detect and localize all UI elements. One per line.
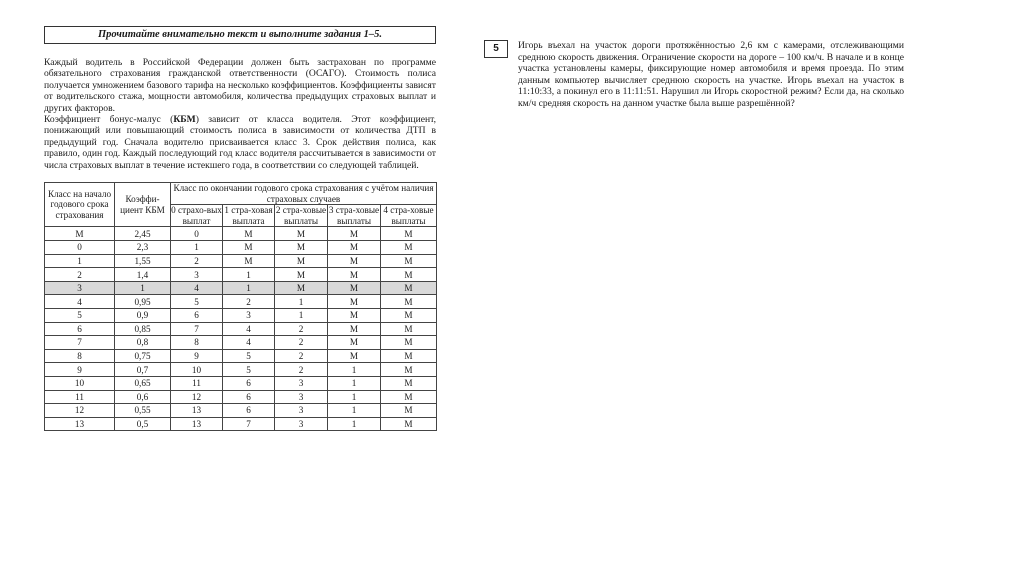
table-cell: М	[381, 254, 437, 268]
table-cell: 1	[45, 254, 115, 268]
table-cell: 0,9	[115, 309, 171, 323]
task-block	[484, 40, 904, 110]
table-cell: М	[45, 227, 115, 241]
table-cell: 0,85	[115, 322, 171, 336]
kbm-table-body	[45, 227, 437, 431]
table-cell: 1	[223, 268, 275, 282]
table-cell: 0,65	[115, 376, 171, 390]
table-cell: 9	[45, 363, 115, 377]
table-cell: М	[381, 404, 437, 418]
table-cell: 9	[171, 349, 223, 363]
table-cell: М	[328, 309, 381, 323]
table-cell: 4	[45, 295, 115, 309]
table-cell: М	[275, 241, 328, 255]
table-cell: 2	[275, 322, 328, 336]
table-cell: 3	[275, 376, 328, 390]
kbm-paragraph-end: ) зависит от класса водителя. Этот коэффициент, понижающий или повышающий стоимость полиса в зависимости от количества ДТП в предыдущий год. Сначала водителю присваивается класс 3. Срок действия полиса, как правило, один год. Каждый последующий год класс водителя рассчитывается в зависимости от числа страховых выплат в течение истекшего года, в соответствии со следующей таблицей.	[44, 114, 436, 171]
table-cell: 3	[275, 390, 328, 404]
table-row	[45, 227, 437, 241]
table-cell: 2,45	[115, 227, 171, 241]
table-cell: М	[328, 254, 381, 268]
table-cell: М	[275, 268, 328, 282]
table-row	[45, 349, 437, 363]
table-cell: 6	[223, 404, 275, 418]
table-cell: 1	[328, 417, 381, 431]
table-cell: 4	[171, 281, 223, 295]
table-cell: 2,3	[115, 241, 171, 255]
task-number-box: 5	[484, 40, 508, 58]
table-cell: М	[381, 349, 437, 363]
col-header-coefficient: Коэффи-циент КБМ	[115, 183, 171, 227]
table-cell: 12	[171, 390, 223, 404]
task-text: Игорь въехал на участок дороги протяжённостью 2,6 км с камерами, отслеживающими среднюю скорость движения. Ограничение скорости на дороге – 100 км/ч. В начале и в конце участка установлены камеры, фиксирующие номер автомобиля и время проезда. По этим данным компьютер вычисляет среднюю скорость на участке. Игорь въехал на участок в 11:10:33, а покинул его в 11:11:51. Нарушил ли Игорь скоростной режим? Если да, на сколько км/ч средняя скорость на данном участке была выше разрешённой?	[518, 40, 904, 109]
sub-header: 3 стра-ховые выплаты	[328, 205, 380, 226]
table-cell: 2	[223, 295, 275, 309]
table-cell: 0,95	[115, 295, 171, 309]
table-cell: 6	[223, 390, 275, 404]
table-cell: 0	[171, 227, 223, 241]
table-cell: 0,75	[115, 349, 171, 363]
table-cell: 2	[171, 254, 223, 268]
table-row	[45, 309, 437, 323]
table-cell: 8	[171, 336, 223, 350]
table-cell: 1	[328, 363, 381, 377]
table-cell: 7	[223, 417, 275, 431]
table-cell: 2	[275, 363, 328, 377]
table-cell: М	[381, 281, 437, 295]
table-cell: 5	[223, 349, 275, 363]
table-cell: М	[381, 241, 437, 255]
table-cell: М	[381, 336, 437, 350]
table-row	[45, 390, 437, 404]
table-cell: М	[223, 241, 275, 255]
table-cell: М	[223, 227, 275, 241]
table-cell: М	[381, 268, 437, 282]
kbm-paragraph-start: Коэффициент бонус-малус (	[44, 114, 174, 126]
table-cell: 1	[275, 309, 328, 323]
instruction-heading: Прочитайте внимательно текст и выполните задания 1–5.	[44, 26, 436, 44]
table-cell: 4	[223, 336, 275, 350]
table-cell: 4	[223, 322, 275, 336]
sub-header: 4 стра-ховые выплаты	[381, 205, 437, 227]
table-cell: М	[381, 376, 437, 390]
table-row	[45, 295, 437, 309]
table-cell: 6	[223, 376, 275, 390]
table-cell: 3	[171, 268, 223, 282]
table-cell: 0	[45, 241, 115, 255]
kbm-table	[44, 182, 437, 431]
table-cell: 10	[171, 363, 223, 377]
table-cell: 1,4	[115, 268, 171, 282]
table-cell: 13	[171, 417, 223, 431]
table-cell: 3	[223, 309, 275, 323]
table-row	[45, 241, 437, 255]
table-cell: 13	[171, 404, 223, 418]
table-cell: 2	[275, 336, 328, 350]
intro-paragraph: Каждый водитель в Российской Федерации должен быть застрахован по программе обязательного страхования гражданской ответственности (ОСАГО). Стоимость полиса получается умножением базового тарифа на несколько коэффициентов. Коэффициенты зависят от водительского стажа, мощности автомобиля, количества предыдущих страховых выплат и других факторов.	[44, 57, 436, 114]
col-header-class-start: Класс на начало годового срока страхования	[45, 183, 115, 227]
table-cell: М	[328, 227, 381, 241]
table-cell: 6	[45, 322, 115, 336]
table-cell: М	[275, 281, 328, 295]
table-cell: 11	[171, 376, 223, 390]
table-cell: 1	[223, 281, 275, 295]
table-cell: 1	[328, 390, 381, 404]
table-cell: 1	[328, 376, 381, 390]
table-row	[45, 336, 437, 350]
table-row	[45, 404, 437, 418]
table-cell: 0,8	[115, 336, 171, 350]
sub-header: 1 стра-ховая выплата	[224, 205, 273, 226]
table-row	[45, 417, 437, 431]
table-cell: 0,6	[115, 390, 171, 404]
table-cell: М	[328, 295, 381, 309]
table-cell: 7	[45, 336, 115, 350]
kbm-term: КБМ	[173, 114, 196, 126]
table-cell: М	[328, 349, 381, 363]
table-cell: 10	[45, 376, 115, 390]
table-cell: 1	[171, 241, 223, 255]
table-cell: 7	[171, 322, 223, 336]
table-cell: 12	[45, 404, 115, 418]
table-row	[45, 268, 437, 282]
table-cell: 1	[328, 404, 381, 418]
table-cell: 5	[45, 309, 115, 323]
table-row	[45, 322, 437, 336]
table-cell: 5	[223, 363, 275, 377]
table-cell: 2	[275, 349, 328, 363]
text-column	[44, 26, 436, 431]
table-cell: 0,55	[115, 404, 171, 418]
table-cell: 13	[45, 417, 115, 431]
table-cell: 1	[275, 295, 328, 309]
table-cell: 3	[275, 404, 328, 418]
table-cell: М	[328, 281, 381, 295]
table-cell: М	[381, 295, 437, 309]
table-cell: М	[328, 241, 381, 255]
table-cell: 1,55	[115, 254, 171, 268]
table-cell: М	[328, 322, 381, 336]
col-header-class-end: Класс по окончании годового срока страхования с учётом наличия страховых случаев	[171, 183, 437, 205]
table-cell: М	[223, 254, 275, 268]
kbm-paragraph	[44, 114, 436, 171]
sub-header: 0 страхо-вых выплат	[171, 205, 222, 226]
table-cell: 2	[45, 268, 115, 282]
table-cell: 6	[171, 309, 223, 323]
table-cell: М	[275, 254, 328, 268]
table-cell: 8	[45, 349, 115, 363]
table-row	[45, 281, 437, 295]
table-cell: М	[381, 309, 437, 323]
table-cell: 0,7	[115, 363, 171, 377]
table-cell: М	[381, 322, 437, 336]
table-cell: М	[381, 390, 437, 404]
table-row	[45, 376, 437, 390]
table-cell: М	[328, 268, 381, 282]
sub-header: 2 стра-ховые выплаты	[275, 205, 327, 226]
table-cell: 11	[45, 390, 115, 404]
table-cell: 1	[115, 281, 171, 295]
table-row	[45, 363, 437, 377]
table-row	[45, 254, 437, 268]
table-cell: 5	[171, 295, 223, 309]
table-cell: М	[381, 363, 437, 377]
table-cell: 3	[45, 281, 115, 295]
table-cell: М	[275, 227, 328, 241]
table-cell: М	[381, 417, 437, 431]
table-cell: М	[381, 227, 437, 241]
table-cell: 0,5	[115, 417, 171, 431]
table-cell: 3	[275, 417, 328, 431]
table-cell: М	[328, 336, 381, 350]
